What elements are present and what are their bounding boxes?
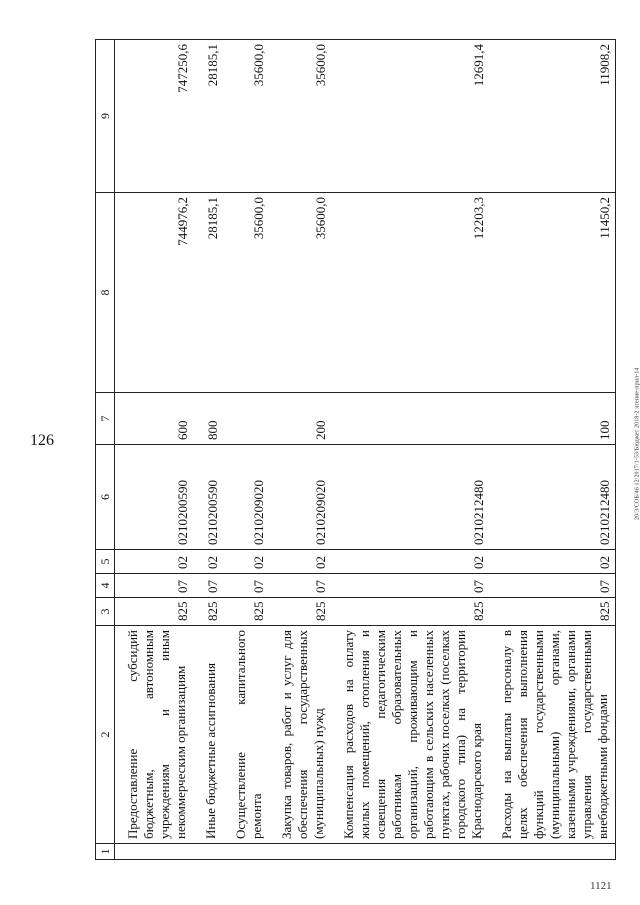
row-empty-cell (223, 844, 269, 860)
row-amount-year2: 11908,2 (489, 40, 616, 193)
row-section: 07 (115, 574, 194, 598)
row-expense-type (331, 393, 489, 445)
row-section: 07 (269, 574, 331, 598)
budget-table-container (95, 40, 610, 860)
header-cell: 1 (96, 844, 115, 860)
row-expense-type: 800 (193, 393, 223, 445)
row-section: 07 (489, 574, 616, 598)
header-cell: 5 (96, 550, 115, 574)
row-subsection: 02 (223, 550, 269, 574)
row-amount-year2: 12691,4 (331, 40, 489, 193)
row-description: Предоставление субсидий бюджетным, автономным учреждениям и иным некоммерческим организациям (115, 626, 194, 844)
footer-code: 1121 (590, 880, 612, 892)
row-empty-cell (193, 844, 223, 860)
header-cell: 4 (96, 574, 115, 598)
row-admin-code: 825 (193, 598, 223, 626)
header-cell: 7 (96, 393, 115, 445)
row-section: 07 (223, 574, 269, 598)
row-subsection: 02 (331, 550, 489, 574)
row-admin-code: 825 (223, 598, 269, 626)
row-target-article: 0210212480 (331, 445, 489, 550)
row-empty-cell (331, 844, 489, 860)
row-empty-cell (489, 844, 616, 860)
row-amount-year1: 744976,2 (115, 193, 194, 393)
row-admin-code: 825 (489, 598, 616, 626)
row-section: 07 (193, 574, 223, 598)
row-amount-year1: 35600,0 (269, 193, 331, 393)
side-note: 20/3/СОБ/46 12/2017/1-53/Бюджет 2018-2 чтение-прил-14 (634, 367, 640, 520)
table-row (193, 40, 223, 860)
row-description: Закупка товаров, работ и услуг для обеспечения государственных (муниципальных) нужд (269, 626, 331, 844)
row-amount-year2: 28185,1 (193, 40, 223, 193)
table-row (223, 40, 269, 860)
row-amount-year2: 35600,0 (269, 40, 331, 193)
row-empty-cell (115, 844, 194, 860)
row-description: Иные бюджетные ассигнования (193, 626, 223, 844)
row-amount-year1: 35600,0 (223, 193, 269, 393)
header-cell: 6 (96, 445, 115, 550)
row-section: 07 (331, 574, 489, 598)
row-description: Расходы на выплаты персоналу в целях обеспечения выполнения функций государственными (муниципальными) органами, казенными учреждениями, органами управления государственными внебюджетными фондами (489, 626, 616, 844)
row-amount-year1: 12203,3 (331, 193, 489, 393)
row-empty-cell (269, 844, 331, 860)
row-amount-year1: 28185,1 (193, 193, 223, 393)
table-row (331, 40, 489, 860)
header-row (96, 40, 115, 860)
header-cell: 3 (96, 598, 115, 626)
row-subsection: 02 (269, 550, 331, 574)
row-expense-type: 200 (269, 393, 331, 445)
row-expense-type: 100 (489, 393, 616, 445)
row-target-article: 0210200590 (115, 445, 194, 550)
row-target-article: 0210209020 (269, 445, 331, 550)
row-amount-year2: 747250,6 (115, 40, 194, 193)
header-cell: 2 (96, 626, 115, 844)
row-admin-code: 825 (115, 598, 194, 626)
row-admin-code: 825 (269, 598, 331, 626)
row-amount-year1: 11450,2 (489, 193, 616, 393)
row-admin-code: 825 (331, 598, 489, 626)
row-expense-type: 600 (115, 393, 194, 445)
row-subsection: 02 (489, 550, 616, 574)
row-target-article: 0210212480 (489, 445, 616, 550)
header-cell: 9 (96, 40, 115, 193)
row-amount-year2: 35600,0 (223, 40, 269, 193)
table-row (489, 40, 616, 860)
row-target-article: 0210200590 (193, 445, 223, 550)
row-target-article: 0210209020 (223, 445, 269, 550)
table-row (269, 40, 331, 860)
row-description: Компенсация расходов на оплату жилых помещений, отопления и освещения педагогическим работникам образовательных организаций, проживающим и работающим в сельских населенных пунктах, рабочих поселках (поселках городского типа) на территории Краснодарского края (331, 626, 489, 844)
page-number: 126 (30, 432, 54, 449)
row-expense-type (223, 393, 269, 445)
table-row (115, 40, 194, 860)
budget-table (95, 39, 616, 860)
row-subsection: 02 (193, 550, 223, 574)
header-cell: 8 (96, 193, 115, 393)
row-description: Осуществление капитального ремонта (223, 626, 269, 844)
row-subsection: 02 (115, 550, 194, 574)
